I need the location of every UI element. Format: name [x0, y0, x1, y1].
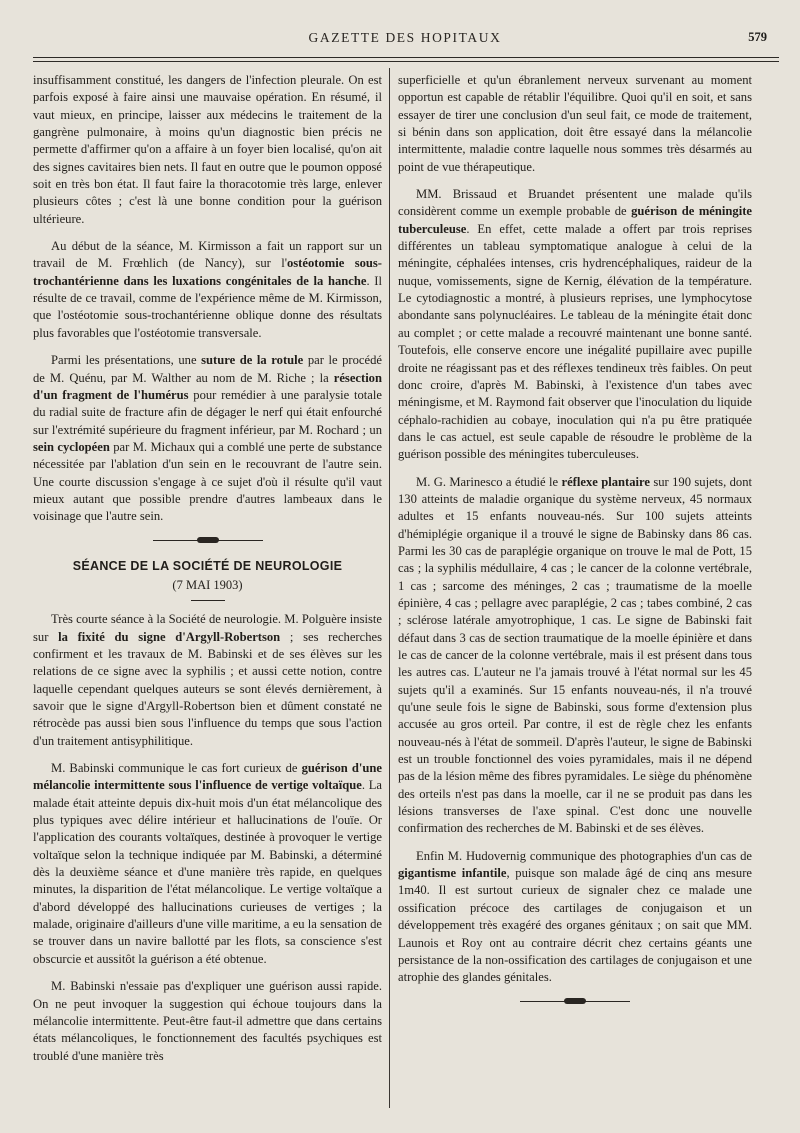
- page-header: [33, 30, 777, 52]
- paragraph: Très courte séance à la Société de neurologie. M. Polguère insiste sur la fixité du signe d'Argyll-Robertson ; ses recherches confirment et les travaux de M. Babinski et de ses élèves sur les relations de ce signe avec la syphilis ; et aussi cette notion, contre laquelle cependant quelques auteurs se sont élevés dernièrement, à savoir que le signe d'Argyll-Robertson bien et dûment constaté ne rétrocède pas aussi bien sous l'influence du temps que sous l'action d'un traitement antisyphilitique.: [33, 612, 382, 748]
- paragraph: Enfin M. Hudovernig communique des photographies d'un cas de gigantisme infantile, puisque son malade âgé de cinq ans mesure 1m40. Il est surtout curieux de signaler chez ce malade une ossification précoce des cartilages de conjugaison et un développement très exagéré des organes génitaux ; on sait que MM. Launois et Roy ont au contraire décrit chez certains géants une persistance de la non-ossification des cartilages de conjugaison et une atrophie des glandes génitales.: [398, 848, 752, 985]
- paragraph: M. G. Marinesco a étudié le réflexe plantaire sur 190 sujets, dont 130 atteints de maladie organique du système nerveux, 45 normaux adultes et 15 enfants nouveau-nés. Sur 100 sujets atteints d'hémiplégie organique il a trouvé le signe de Babinsky dans 86 cas. Parmi les 30 cas de paraplégie organique on trouve le mal de Pott, 15 cas ; la syphilis médullaire, 4 cas ; le cancer de la colonne vertébrale, 1 cas ; sarcome des méninges, 2 cas ; traumatisme de la moelle épinière, 4 cas ; pellagre avec paraplégie, 2 cas ; tabes combiné, 2 cas ; sclérose latérale amyotrophique, 1 cas. Le signe de Babinski fait défaut dans 3 cas de section traumatique de la moelle épinière et dans le cas de cancer de la colonne vertébrale, mais il est présent dans tous les autres cas. L'auteur ne l'a jamais trouvé à l'état normal sur les 45 sujets qu'il a examinés. Sur 15 enfants nouveau-nés, il n'a trouvé qu'une seule fois le signe de Babinski, sous forme d'extension plus accusée au gros orteil. Par contre, il est de règle chez les enfants nouveau-nés à l'état de sommeil. D'après l'auteur, le signe de Babinski est un trouble fonctionnel des voies pyramidales, mais il ne dépend pas de la lésion même des fibres pyramidales. Le siège du phénomène des orteils n'est pas dans la moelle, car il ne se produit pas dans les lésions transverses de l'axe spinal. C'est donc une nouvelle confirmation des recherches de M. Babinski et de ses élèves.: [398, 474, 752, 836]
- paragraph: M. Babinski n'essaie pas d'expliquer une guérison aussi rapide. On ne peut invoquer la suggestion qui échoue toujours dans la mélancolie intermittente. Peut-être faut-il admettre que dans certains états mélancoliques, le fonctionnement des facultés psychiques est troublé d'une manière très: [33, 979, 382, 1063]
- section-title: SÉANCE DE LA SOCIÉTÉ DE NEUROLOGIE: [72, 558, 343, 573]
- paragraph: Au début de la séance, M. Kirmisson a fait un rapport sur un travail de M. Frœhlich (de Nancy), sur l'ostéotomie sous-trochantérienne dans les luxations congénitales de la hanche. Il résulte de ce travail, comme de l'expérience même de M. Kirmisson, que l'ostéotomie sous-trochantérienne oblique donne des résultats plus favorables que l'ostéotomie transversale.: [33, 239, 382, 340]
- journal-title: GAZETTE DES HOPITAUX: [308, 30, 502, 45]
- page-number: 579: [748, 30, 767, 44]
- section-rule: [191, 600, 225, 601]
- right-column: [398, 72, 752, 1017]
- ornament-separator: [153, 536, 263, 544]
- header-rule-bottom: [33, 61, 779, 62]
- paragraph: M. Babinski communique le cas fort curieux de guérison d'une mélancolie intermittente sous l'influence de vertige voltaïque. La malade était atteinte depuis dix-huit mois d'un état mélancolique des plus typiques avec délire intérieur et hallucinations de l'ouïe. Or l'application des courants voltaïques, destinée à provoquer le vertige voltaïque selon la technique indiquée par M. Babinski, a déterminé dès la deuxième séance et d'une manière très rapide, en quelques minutes, la disparition de l'état mélancolique. Le vertige voltaïque a d'abord développé des hallucinations curieuses de vertiges ; la malade, originaire d'ailleurs d'une ville maritime, a eu la sensation de se trouver dans un navire ballotté par les flots, sa conscience s'est obscurcie et aussitôt la guérison a été obtenue.: [33, 761, 382, 966]
- column-divider: [389, 68, 390, 1108]
- left-column: [33, 72, 382, 1075]
- paragraph: insuffisamment constitué, les dangers de l'infection pleurale. On est parfois exposé à faire ainsi une mauvaise opération. En résumé, il vaut mieux, en principe, laisser aux médecins le traitement de la gangrène pulmonaire, à moins qu'un diagnostic bien précis ne permette d'affirmer qu'on a affaire à un foyer bien localisé, qu'on ait des signes cavitaires bien nets. Il faut en outre que le poumon opposé soit en très bon état. Il faut faire la thoracotomie très large, enlever plusieurs côtes ; c'est là une bonne condition pour la guérison ultérieure.: [33, 73, 382, 226]
- paragraph: Parmi les présentations, une suture de la rotule par le procédé de M. Quénu, par M. Walther au nom de M. Riche ; la résection d'un fragment de l'humérus pour remédier à une paralysie totale du radial suite de fracture afin de dégager le nerf qui était enfourché sur l'extrémité supérieure du fragment inférieur, par M. Rochard ; un sein cyclopéen par M. Michaux qui a comblé une perte de substance nécessitée par l'ablation d'un sein en le recouvrant de l'autre sein. Une courte discussion s'engage à ce sujet d'où il résulte qu'il vaut mieux autant que possible prendre d'autres lambeaux dans le voisinage que l'autre sein.: [33, 353, 382, 524]
- section-date: (7 MAI 1903): [172, 577, 243, 592]
- ornament-separator: [520, 997, 630, 1005]
- paragraph: superficielle et qu'un ébranlement nerveux survenant au moment opportun est capable de rétablir l'équilibre. Quoi qu'il en soit, et sans essayer de tirer une conclusion d'un seul fait, ce mode de traitement, si bénin dans son application, doit être essayé dans la mélancolie intermittente, maladie contre laquelle nous sommes très désarmés au point de vue thérapeutique.: [398, 73, 752, 174]
- paragraph: MM. Brissaud et Bruandet présentent une malade qu'ils considèrent comme un exemple probable de guérison de méningite tuberculeuse. En effet, cette malade a offert par trois reprises différentes un tableau symptomatique analogue à celui de la méningite, céphalées intenses, cris hydrencéphaliques, raideur de la nuque, vomissements, signe de Kernig, élévation de la température. Le cytodiagnostic a montré, à plusieurs reprises, une lymphocytose abondante sans polynucléaires. Le tableau de la méningite était donc au complet ; or cette malade a recouvré maintenant une bonne santé. Toutefois, elle conserve encore une inégalité pupillaire avec pupille droite ne réagissant pas et des réflexes tendineux très faibles. On peut donc croire, d'après M. Babinski, à l'existence d'un tabes avec méningisme, et M. Raymond fait observer que l'inoculation du liquide céphalo-rachidien au cobaye, inoculation qui n'a pu être pratiquée dans le cas actuel, est seule capable de résoudre le problème de la guérison possible des méningites tuberculeuses.: [398, 187, 752, 462]
- header-rule-top: [33, 57, 779, 58]
